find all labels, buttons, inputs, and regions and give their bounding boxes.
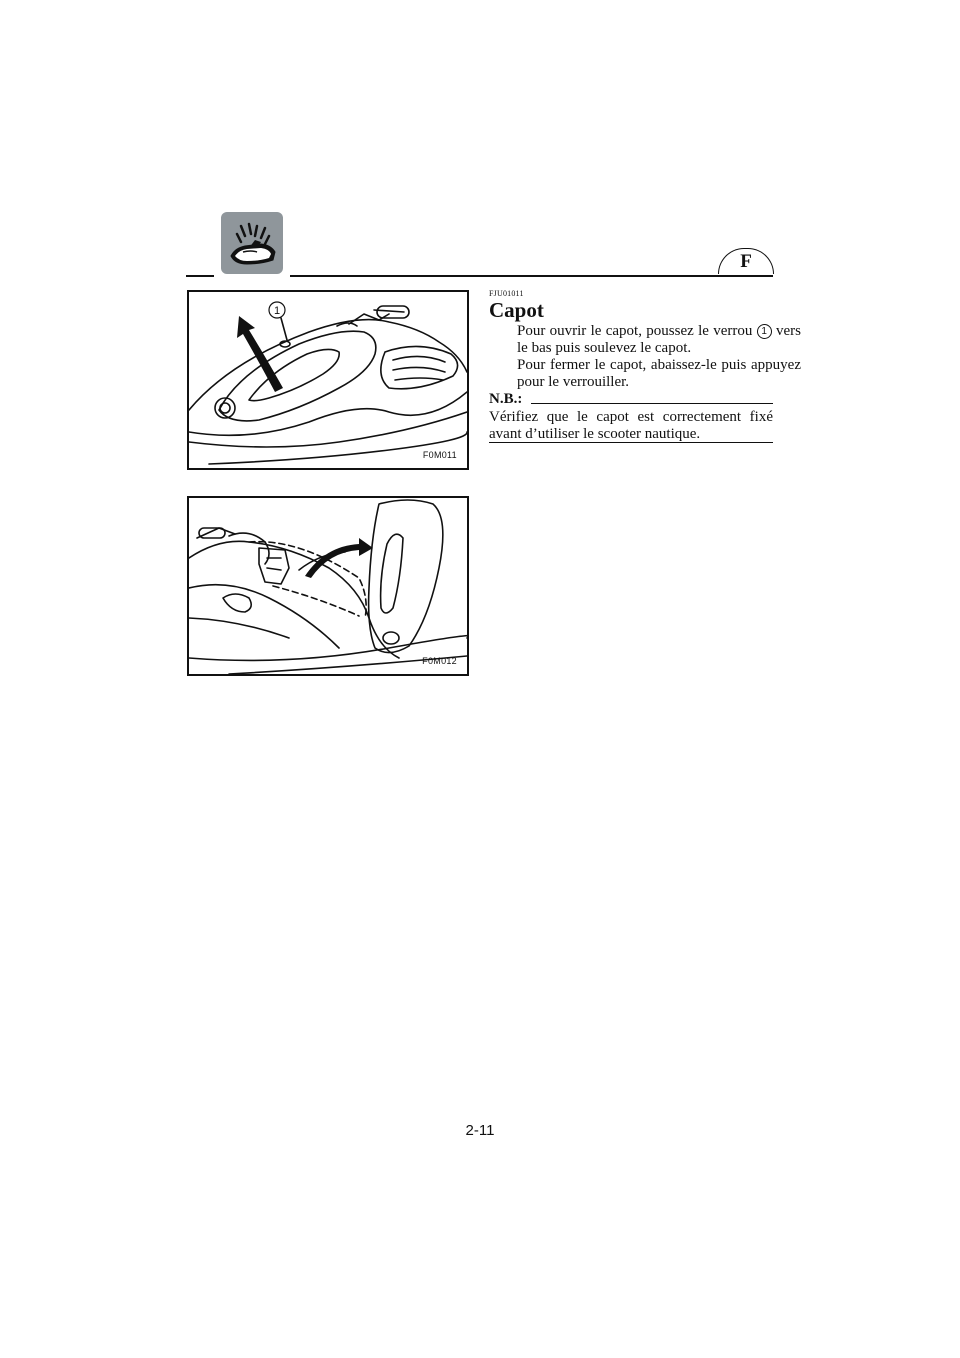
watercraft-hood-open-illustration [189, 498, 467, 674]
note-rule-top [531, 403, 773, 404]
watercraft-hood-illustration [189, 292, 467, 468]
figure-open-hood [187, 290, 469, 470]
note-text: Vérifiez que le capot est correctement fixé avant d’utiliser le scooter nautique. [489, 409, 773, 442]
paragraph-text: vers le bas puis soulevez le capot. [517, 323, 801, 356]
figure-close-hood [187, 496, 469, 676]
header-rule-left [186, 275, 214, 277]
figure-code: F0M011 [422, 450, 457, 460]
reference-number: 1 [757, 324, 772, 339]
section-title: Capot [489, 298, 544, 322]
header-rule-right [290, 275, 773, 277]
note-rule-bottom [489, 442, 773, 443]
section-code: FJU01011 [489, 289, 524, 298]
paragraph-text: Pour ouvrir le capot, poussez le verrou [517, 323, 757, 339]
note-header [489, 391, 773, 409]
page-number: 2-11 [465, 1122, 495, 1139]
language-badge: F [718, 248, 774, 274]
jet-ski-icon [221, 212, 283, 274]
paragraph-close-hood: Pour fermer le capot, abaissez-le puis appuyez pour le verrouiller. [517, 357, 801, 390]
paragraph-open-hood [489, 323, 801, 357]
figure-code: F0M012 [422, 656, 457, 666]
figure-callout-1: 1 [273, 305, 281, 317]
note-label: N.B.: [489, 391, 523, 407]
